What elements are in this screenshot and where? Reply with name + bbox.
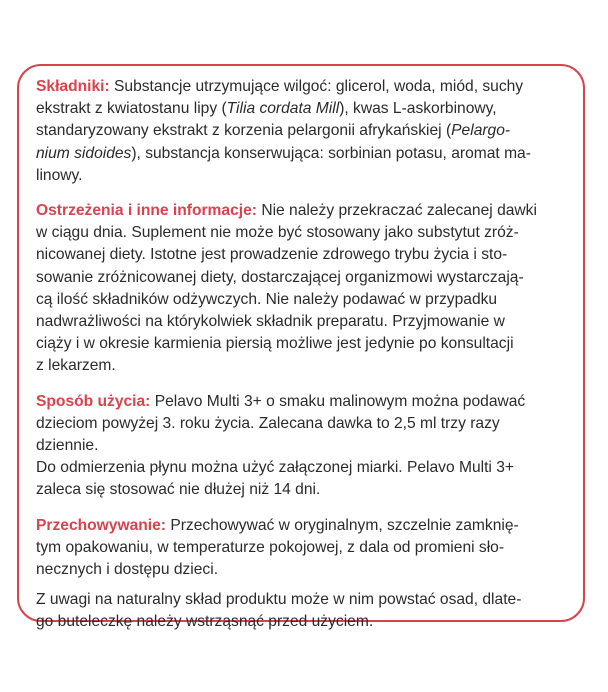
section-warnings (36, 200, 576, 378)
text-run: Nie należy przekraczać zalecanej dawki (256, 202, 537, 220)
paragraph-gap (36, 581, 576, 589)
text-run: ekstrakt z kwiatostanu lipy ( (36, 100, 227, 118)
text-line: necznych i dostępu dzieci. (36, 561, 219, 579)
text-line (36, 143, 576, 165)
text-line: w ciągu dnia. Suplement nie może być stosowany jako substytut zróż- (36, 224, 519, 242)
text-line (36, 76, 576, 98)
text-line: Do odmierzenia płynu można użyć załączonej miarki. Pelavo Multi 3+ (36, 459, 514, 477)
section-heading: Przechowywanie: (36, 516, 166, 534)
text-run: Substancje utrzymujące wilgoć: glicerol, woda, miód, suchy (109, 78, 524, 95)
text-line: go buteleczkę należy wstrząsnąć przed użyciem. (36, 613, 374, 631)
text-run: standaryzowany ekstrakt z korzenia pelargonii afrykańskiej ( (36, 122, 452, 140)
text-run: ), kwas L-askorbinowy, (339, 100, 497, 118)
text-line: Z uwagi na naturalny skład produktu może w nim powstać osad, dlate- (36, 591, 522, 609)
text-line: zaleca się stosować nie dłużej niż 14 dni. (36, 481, 321, 499)
text-line: linowy. (36, 166, 83, 184)
section-heading: Sposób użycia: (36, 392, 151, 410)
text-line: z lekarzem. (36, 357, 116, 375)
text-run: Przechowywać w oryginalnym, szczelnie zamknię- (166, 516, 519, 534)
section-heading: Ostrzeżenia i inne informacje: (36, 202, 257, 220)
text-run: Pelavo Multi 3+ o smaku malinowym można podawać (150, 392, 526, 410)
text-line: dziennie. (36, 437, 99, 455)
text-line: sowanie zróżnicowanej diety, dostarczającej organizmowi wystarczają- (36, 268, 524, 286)
section-storage (36, 515, 576, 634)
label-text (36, 76, 576, 647)
text-line: cą ilość składników odżywczych. Nie należy podawać w przypadku (36, 290, 498, 308)
text-run: ), substancja konserwująca: sorbinian potasu, aromat ma- (131, 144, 531, 162)
section-ingredients (36, 76, 576, 187)
section-usage (36, 391, 576, 502)
text-line: tym opakowaniu, w temperaturze pokojowej, z dala od promieni sło- (36, 538, 505, 556)
text-line (36, 98, 576, 120)
latin-name: Tilia cordata Mill (226, 100, 340, 118)
text-line: dzieciom powyżej 3. roku życia. Zalecana dawka to 2,5 ml trzy razy (36, 414, 500, 432)
text-line (36, 515, 576, 537)
text-line: nicowanej diety. Istotne jest prowadzenie zdrowego trybu życia i sto- (36, 246, 508, 264)
latin-name: nium sidoides (36, 144, 132, 162)
text-line: nadwrażliwości na którykolwiek składnik preparatu. Przyjmowanie w (36, 313, 505, 331)
text-line (36, 391, 576, 413)
section-heading: Składniki: (36, 78, 110, 95)
text-line: ciąży i w okresie karmienia piersią możliwe jest jedynie po konsultacji (36, 335, 514, 353)
text-line (36, 120, 576, 142)
text-line (36, 200, 576, 222)
latin-name: Pelargo- (451, 122, 511, 140)
